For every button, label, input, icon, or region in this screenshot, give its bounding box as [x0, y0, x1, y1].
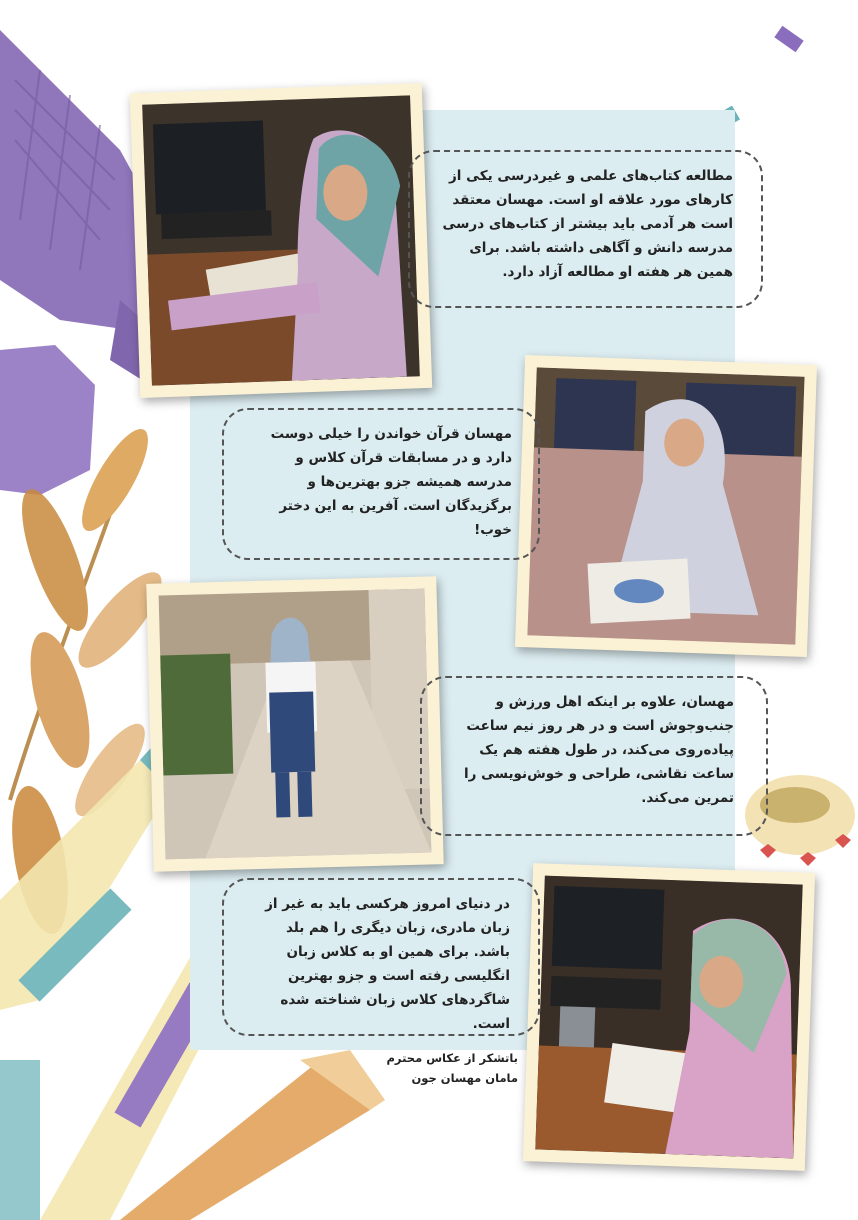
photo-walking-image	[159, 589, 432, 860]
text-bubble-language: در دنیای امروز هرکسی باید به غیر از زبان مادری، زبان دیگری را هم بلد باشد. برای همین او به کلاس زبان انگلیسی رفته است و جزو بهترین شاگردهای کلاس زبان شناخته شده است.	[222, 878, 540, 1036]
tape-purple-icon	[774, 26, 803, 52]
purple-eraser-illustration	[0, 345, 95, 495]
photographer-credit	[350, 1048, 518, 1088]
photo-drawing	[523, 863, 815, 1171]
credit-line-2: مامان مهسان جون	[411, 1071, 518, 1085]
photo-reading	[130, 83, 432, 398]
text-bubble-reading: مطالعه کتاب‌های علمی و غیردرسی یکی از کارهای مورد علاقه او است. مهسان معتقد است هر آدمی باید بیشتر از کتاب‌های درسی مدرسه دانش و آگاهی داشته باشد. برای همین هر هفته او مطالعه آزاد دارد.	[408, 150, 763, 308]
photo-quran-image	[527, 367, 804, 644]
photo-walking	[146, 576, 443, 871]
photo-reading-image	[142, 95, 420, 385]
text-bubble-sports: مهسان، علاوه بر اینکه اهل ورزش و جنب‌وجوش است و در هر روز نیم ساعت پیاده‌روی می‌کند، در طول هفته هم یک ساعت نقاشی، طراحی و خوش‌نویسی را تمرین می‌کند.	[420, 676, 768, 836]
credit-line-1: باتشکر از عکاس محترم	[386, 1051, 518, 1065]
text-bubble-quran: مهسان قرآن خواندن را خیلی دوست دارد و در مسابقات قرآن کلاس و مدرسه همیشه جزو بهترین‌ها و برگزیدگان است. آفرین به این دختر خوب!	[222, 408, 540, 560]
photo-quran	[515, 355, 817, 657]
photo-drawing-image	[535, 876, 802, 1159]
